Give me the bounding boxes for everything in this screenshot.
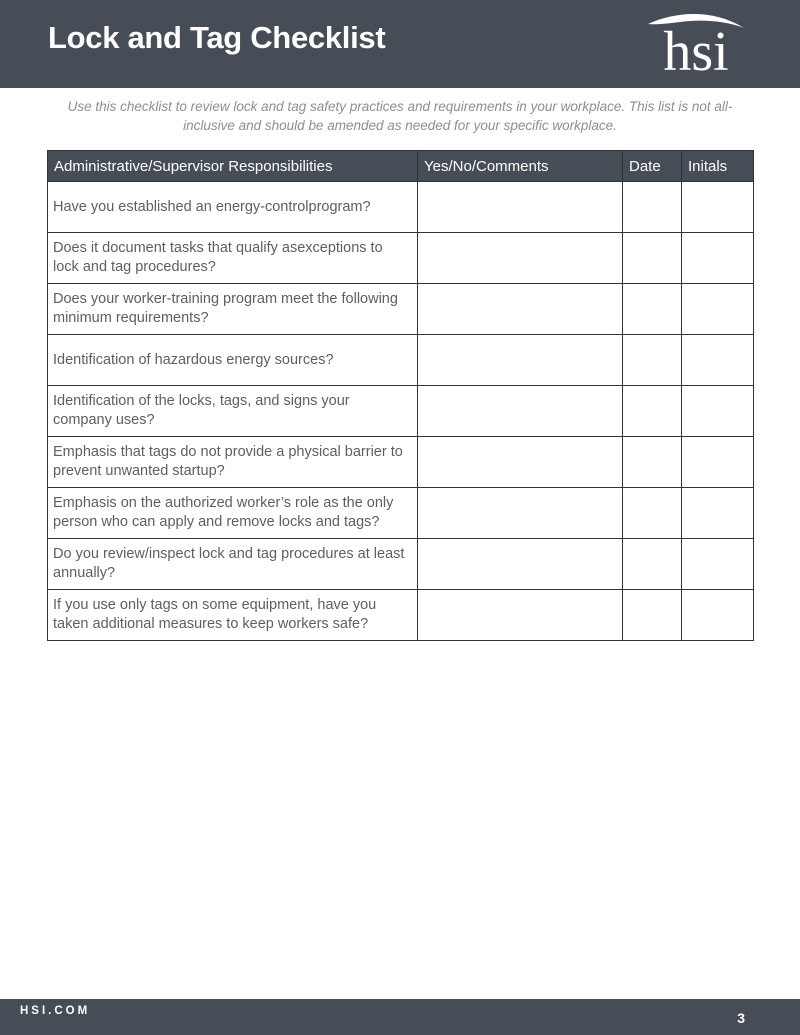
- question-cell: Emphasis on the authorized worker’s role as the only person who can apply and remove locks and tags?: [48, 488, 418, 539]
- question-cell: Identification of the locks, tags, and signs your company uses?: [48, 386, 418, 437]
- table-row: [48, 335, 754, 386]
- yes-no-comments-cell[interactable]: [418, 182, 623, 233]
- table-row: [48, 539, 754, 590]
- initials-cell[interactable]: [682, 182, 754, 233]
- footer-site-link[interactable]: HSI.COM: [20, 1005, 91, 1017]
- question-cell: Have you established an energy-controlprogram?: [48, 182, 418, 233]
- question-cell: If you use only tags on some equipment, have you taken additional measures to keep workers safe?: [48, 590, 418, 641]
- date-cell[interactable]: [623, 335, 682, 386]
- initials-cell[interactable]: [682, 437, 754, 488]
- date-cell[interactable]: [623, 233, 682, 284]
- table-row: [48, 182, 754, 233]
- intro-text: Use this checklist to review lock and tag safety practices and requirements in your workplace. This list is not all-inclusive and should be amended as needed for your specific workplace.: [67, 99, 733, 133]
- column-header-responsibilities: Administrative/Supervisor Responsibilities: [48, 151, 418, 182]
- yes-no-comments-cell[interactable]: [418, 233, 623, 284]
- date-cell[interactable]: [623, 539, 682, 590]
- hsi-logo-text: hsi: [663, 21, 729, 76]
- question-cell: Do you review/inspect lock and tag procedures at least annually?: [48, 539, 418, 590]
- checklist-table: [47, 150, 754, 641]
- hsi-logo: [646, 10, 746, 76]
- table-header-row: [48, 151, 754, 182]
- column-header-date: Date: [623, 151, 682, 182]
- table-row: [48, 233, 754, 284]
- initials-cell[interactable]: [682, 590, 754, 641]
- date-cell[interactable]: [623, 488, 682, 539]
- date-cell[interactable]: [623, 386, 682, 437]
- yes-no-comments-cell[interactable]: [418, 488, 623, 539]
- initials-cell[interactable]: [682, 488, 754, 539]
- yes-no-comments-cell[interactable]: [418, 335, 623, 386]
- table-row: [48, 590, 754, 641]
- date-cell[interactable]: [623, 182, 682, 233]
- yes-no-comments-cell[interactable]: [418, 539, 623, 590]
- initials-cell[interactable]: [682, 386, 754, 437]
- table-row: [48, 488, 754, 539]
- initials-cell[interactable]: [682, 233, 754, 284]
- initials-cell[interactable]: [682, 539, 754, 590]
- yes-no-comments-cell[interactable]: [418, 284, 623, 335]
- date-cell[interactable]: [623, 437, 682, 488]
- table-row: [48, 437, 754, 488]
- column-header-yes-no-comments: Yes/No/Comments: [418, 151, 623, 182]
- page-title: Lock and Tag Checklist: [48, 20, 386, 55]
- yes-no-comments-cell[interactable]: [418, 386, 623, 437]
- page-number: 3: [737, 1010, 745, 1026]
- initials-cell[interactable]: [682, 335, 754, 386]
- initials-cell[interactable]: [682, 284, 754, 335]
- table-row: [48, 284, 754, 335]
- yes-no-comments-cell[interactable]: [418, 590, 623, 641]
- question-cell: Identification of hazardous energy sources?: [48, 335, 418, 386]
- column-header-initials: Initals: [682, 151, 754, 182]
- date-cell[interactable]: [623, 590, 682, 641]
- question-cell: Does your worker-training program meet the following minimum requirements?: [48, 284, 418, 335]
- question-cell: Does it document tasks that qualify asexceptions to lock and tag procedures?: [48, 233, 418, 284]
- date-cell[interactable]: [623, 284, 682, 335]
- page-header: [0, 0, 800, 88]
- question-cell: Emphasis that tags do not provide a physical barrier to prevent unwanted startup?: [48, 437, 418, 488]
- yes-no-comments-cell[interactable]: [418, 437, 623, 488]
- table-row: [48, 386, 754, 437]
- page-footer: [0, 999, 800, 1035]
